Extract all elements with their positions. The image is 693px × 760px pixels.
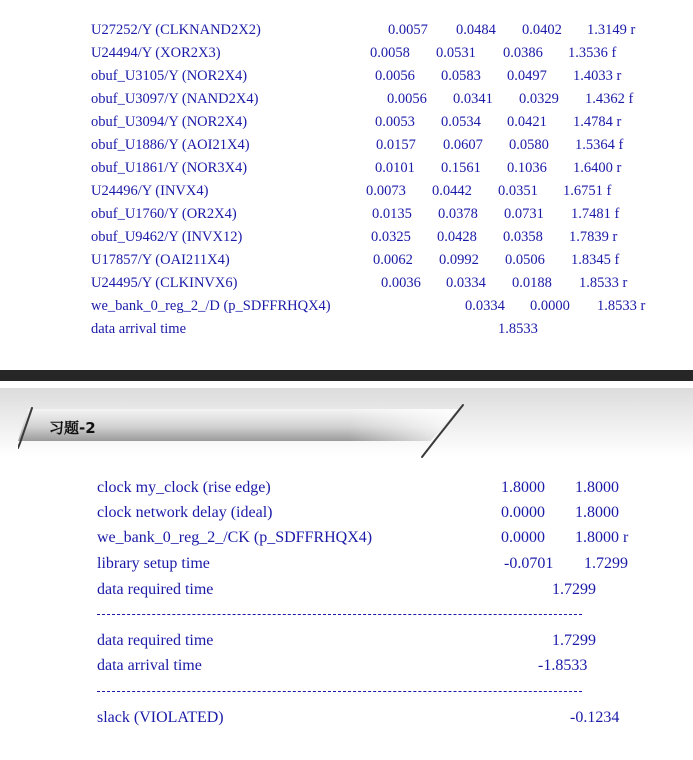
trans-value: 0.0000 bbox=[530, 298, 570, 314]
required-path: 1.7299 bbox=[584, 555, 628, 572]
incr-trans-value: 0.0036 bbox=[381, 275, 421, 291]
pin-name: U24495/Y (CLKINVX6) bbox=[91, 275, 238, 291]
path-value: 1.4362 f bbox=[585, 91, 634, 107]
arrival-total-value: 1.8533 bbox=[498, 321, 538, 337]
incr-trans-value: 0.0056 bbox=[375, 68, 415, 84]
incr-trans-value: 0.0325 bbox=[371, 229, 411, 245]
path-value: 1.3149 r bbox=[587, 22, 636, 38]
incr-trans-value: 0.0135 bbox=[372, 206, 412, 222]
path-value: 1.8345 f bbox=[571, 252, 620, 268]
slack-value: -0.1234 bbox=[570, 709, 620, 726]
required-incr: 1.8000 bbox=[501, 479, 545, 496]
summary-label: data arrival time bbox=[97, 657, 202, 674]
pin-name: obuf_U3097/Y (NAND2X4) bbox=[91, 91, 259, 107]
path-value: 1.4784 r bbox=[573, 114, 622, 130]
incr-trans-value: 0.0073 bbox=[366, 183, 406, 199]
path-value: 1.7839 r bbox=[569, 229, 618, 245]
required-path: 1.8000 r bbox=[575, 529, 629, 546]
path-value: 1.4033 r bbox=[573, 68, 622, 84]
pin-name: U24496/Y (INVX4) bbox=[91, 183, 209, 199]
pin-name: U24494/Y (XOR2X3) bbox=[91, 45, 221, 61]
incr-value: 0.0341 bbox=[453, 91, 493, 107]
incr-value: 0.0607 bbox=[443, 137, 483, 153]
pin-name: we_bank_0_reg_2_/D (p_SDFFRHQX4) bbox=[91, 298, 331, 314]
incr-trans-value: 0.0101 bbox=[375, 160, 415, 176]
summary-value: 1.7299 bbox=[552, 632, 596, 649]
section-divider-band bbox=[0, 370, 693, 381]
pin-name: obuf_U3105/Y (NOR2X4) bbox=[91, 68, 248, 84]
trans-value: 0.0506 bbox=[505, 252, 545, 268]
incr-trans-value: 0.0053 bbox=[375, 114, 415, 130]
incr-trans-value: 0.0058 bbox=[370, 45, 410, 61]
pin-name: obuf_U1886/Y (AOI21X4) bbox=[91, 137, 250, 153]
trans-value: 0.0188 bbox=[512, 275, 552, 291]
required-incr: -0.0701 bbox=[504, 555, 554, 572]
incr-value: 0.0442 bbox=[432, 183, 472, 199]
required-label: we_bank_0_reg_2_/CK (p_SDFFRHQX4) bbox=[97, 529, 373, 546]
trans-value: 0.0580 bbox=[509, 137, 549, 153]
incr-trans-value: 0.0062 bbox=[373, 252, 413, 268]
required-incr: 0.0000 bbox=[501, 529, 545, 546]
section-title: 习题-2 bbox=[49, 419, 96, 437]
trans-value: 0.0402 bbox=[522, 22, 562, 38]
summary-label: data required time bbox=[97, 632, 214, 649]
required-total-label: data required time bbox=[97, 581, 214, 598]
incr-value: 0.0428 bbox=[437, 229, 477, 245]
path-value: 1.7481 f bbox=[571, 206, 620, 222]
incr-value: 0.0531 bbox=[436, 45, 476, 61]
pin-name: U17857/Y (OAI211X4) bbox=[91, 252, 230, 268]
trans-value: 0.0386 bbox=[503, 45, 543, 61]
incr-value: 0.0334 bbox=[465, 298, 505, 314]
pin-name: obuf_U1760/Y (OR2X4) bbox=[91, 206, 237, 222]
path-value: 1.6400 r bbox=[573, 160, 622, 176]
incr-value: 0.0583 bbox=[441, 68, 481, 84]
incr-value: 0.0534 bbox=[441, 114, 481, 130]
trans-value: 0.1036 bbox=[507, 160, 547, 176]
incr-trans-value: 0.0157 bbox=[376, 137, 416, 153]
incr-value: 0.0992 bbox=[439, 252, 479, 268]
summary-value: -1.8533 bbox=[538, 657, 588, 674]
dashed-separator bbox=[97, 691, 582, 692]
trans-value: 0.0351 bbox=[498, 183, 538, 199]
dashed-separator bbox=[97, 614, 582, 615]
trans-value: 0.0329 bbox=[519, 91, 559, 107]
trans-value: 0.0358 bbox=[503, 229, 543, 245]
trans-value: 0.0421 bbox=[507, 114, 547, 130]
path-value: 1.3536 f bbox=[568, 45, 617, 61]
required-label: clock network delay (ideal) bbox=[97, 504, 273, 521]
slack-label: slack (VIOLATED) bbox=[97, 709, 224, 726]
pin-name: U27252/Y (CLKNAND2X2) bbox=[91, 22, 261, 38]
incr-value: 0.0378 bbox=[438, 206, 478, 222]
incr-value: 0.0334 bbox=[446, 275, 486, 291]
incr-value: 0.0484 bbox=[456, 22, 496, 38]
incr-trans-value: 0.0057 bbox=[388, 22, 428, 38]
incr-value: 0.1561 bbox=[441, 160, 481, 176]
trans-value: 0.0731 bbox=[504, 206, 544, 222]
pin-name: obuf_U1861/Y (NOR3X4) bbox=[91, 160, 248, 176]
required-path: 1.8000 bbox=[575, 479, 619, 496]
required-incr: 0.0000 bbox=[501, 504, 545, 521]
path-value: 1.5364 f bbox=[575, 137, 624, 153]
path-value: 1.6751 f bbox=[563, 183, 612, 199]
required-label: library setup time bbox=[97, 555, 210, 572]
required-label: clock my_clock (rise edge) bbox=[97, 479, 271, 496]
arrival-total-label: data arrival time bbox=[91, 321, 187, 337]
path-value: 1.8533 r bbox=[579, 275, 628, 291]
pin-name: obuf_U9462/Y (INVX12) bbox=[91, 229, 243, 245]
required-path: 1.8000 bbox=[575, 504, 619, 521]
required-total-value: 1.7299 bbox=[552, 581, 596, 598]
path-value: 1.8533 r bbox=[597, 298, 646, 314]
incr-trans-value: 0.0056 bbox=[387, 91, 427, 107]
trans-value: 0.0497 bbox=[507, 68, 547, 84]
pin-name: obuf_U3094/Y (NOR2X4) bbox=[91, 114, 248, 130]
